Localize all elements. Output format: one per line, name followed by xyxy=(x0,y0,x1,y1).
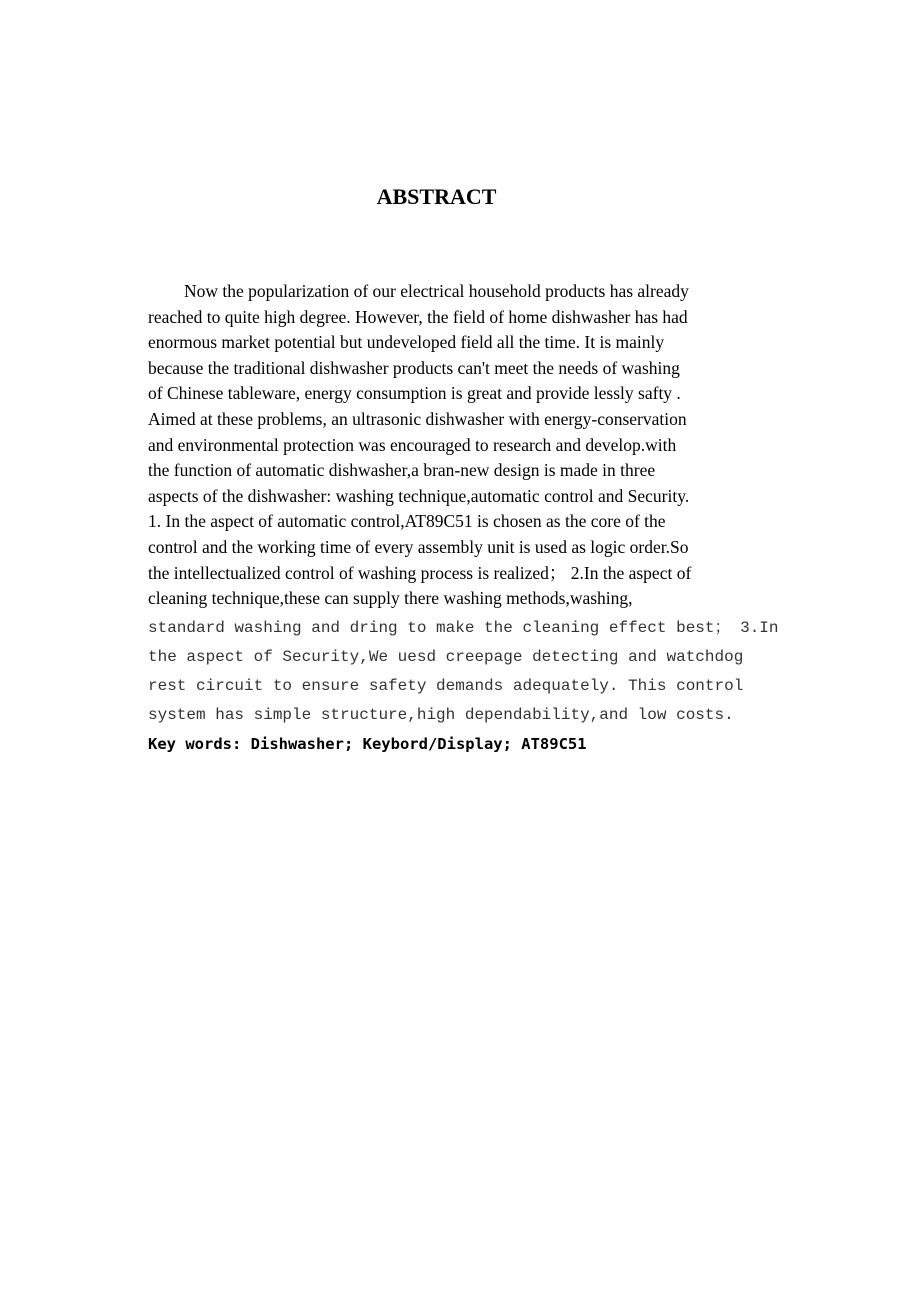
abstract-line: aspects of the dishwasher: washing technique,automatic control and Security. xyxy=(148,485,690,506)
abstract-line: enormous market potential but undeveloped field all the time. It is mainly xyxy=(148,332,665,353)
abstract-line: Aimed at these problems, an ultrasonic dishwasher with energy-conservation xyxy=(148,408,687,429)
abstract-line: standard washing and dring to make the cleaning effect best； 3.In xyxy=(148,619,779,637)
abstract-line: the intellectualized control of washing process is realized； 2.In the aspect of xyxy=(148,562,692,583)
abstract-title: ABSTRACT xyxy=(376,184,497,209)
abstract-line: reached to quite high degree. However, the field of home dishwasher has had xyxy=(148,306,688,327)
abstract-line: control and the working time of every assembly unit is used as logic order.So xyxy=(148,536,689,557)
abstract-line: because the traditional dishwasher products can't meet the needs of washing xyxy=(148,357,680,378)
abstract-line: 1. In the aspect of automatic control,AT89C51 is chosen as the core of the xyxy=(148,511,666,532)
abstract-line: of Chinese tableware, energy consumption is great and provide lessly safty . xyxy=(148,383,681,404)
abstract-line: system has simple structure,high dependability,and low costs. xyxy=(148,706,734,724)
abstract-line: and environmental protection was encouraged to research and develop.with xyxy=(148,434,677,455)
abstract-line: the function of automatic dishwasher,a bran-new design is made in three xyxy=(148,460,656,481)
abstract-body xyxy=(148,279,732,612)
abstract-line: cleaning technique,these can supply there washing methods,washing, xyxy=(148,588,633,609)
abstract-line: Now the popularization of our electrical household products has already xyxy=(184,281,689,301)
abstract-line: the aspect of Security,We uesd creepage detecting and watchdog xyxy=(148,648,744,666)
abstract-line: rest circuit to ensure safety demands adequately. This control xyxy=(148,677,744,695)
keywords-line: Key words: Dishwasher; Keybord/Display; AT89C51 xyxy=(148,735,587,753)
abstract-body-continued xyxy=(148,614,779,730)
